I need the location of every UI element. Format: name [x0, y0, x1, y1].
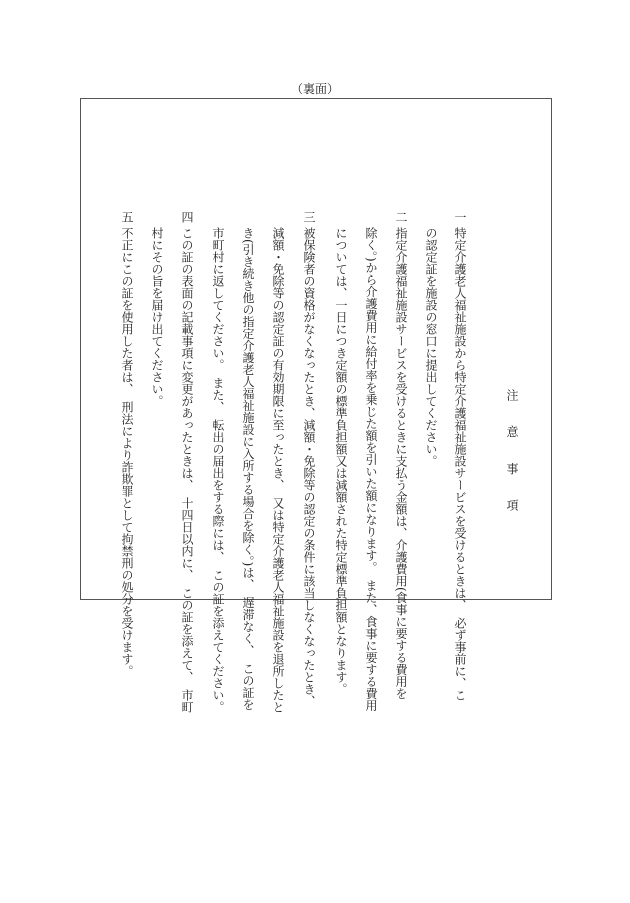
item-text-line: 不正にこの証を使用した者は、 刑法により詐欺罪として拘禁刑の処分を受けます。 [120, 227, 134, 677]
item-number: 五 [120, 211, 134, 223]
item-text-line: き(引き続き他の指定介護老人福祉施設に入所する場合を除く。)は、 遅滞なく、 この証を [241, 227, 255, 711]
item-text-line: 減額・免除等の認定証の有効期限に至ったとき、 又は特定介護老人福祉施設を退所したと [271, 227, 285, 713]
item-text-line: 除く。)から介護費用に給付率を乗じた額を引いた額になります。 また、食事に要する費用 [364, 227, 378, 712]
item-text-line: 被保険者の資格がなくなったとき、減額・免除等の認定の条件に該当しなくなったとき、 [302, 227, 316, 707]
item-number: 四 [180, 211, 194, 223]
item-number: 三 [302, 211, 316, 223]
notes-box [80, 98, 552, 713]
item-text-line: 市町村に返してください。 また、 転出の届出をする際には、 この証を添えてください。 [211, 227, 225, 713]
item-text-line: については、一日につき定額の標準負担額又は減額された特定標準負担額となります。 [334, 227, 348, 695]
notes-heading: 注意事項 [505, 389, 519, 513]
item-number: 二 [394, 211, 408, 223]
item-text-line: 指定介護福祉施設サービスを受けるときに支払う金額は、介護費用(食事に要する費用を [394, 227, 408, 700]
item-text-line: 特定介護老人福祉施設から特定介護福祉施設サービスを受けるときは、 必ず事前に、こ [453, 227, 467, 701]
item-number: 一 [453, 211, 467, 223]
page-title: （裏面） [290, 82, 339, 96]
item-text-line: の認定証を施設の窓口に提出してください。 [424, 227, 438, 467]
item-text-line: この証の表面の記載事項に変更があったときは、 十四日以内に、 この証を添えて、 市町 [180, 227, 194, 713]
item-text-line: 村にその旨を届け出てください。 [150, 227, 164, 407]
